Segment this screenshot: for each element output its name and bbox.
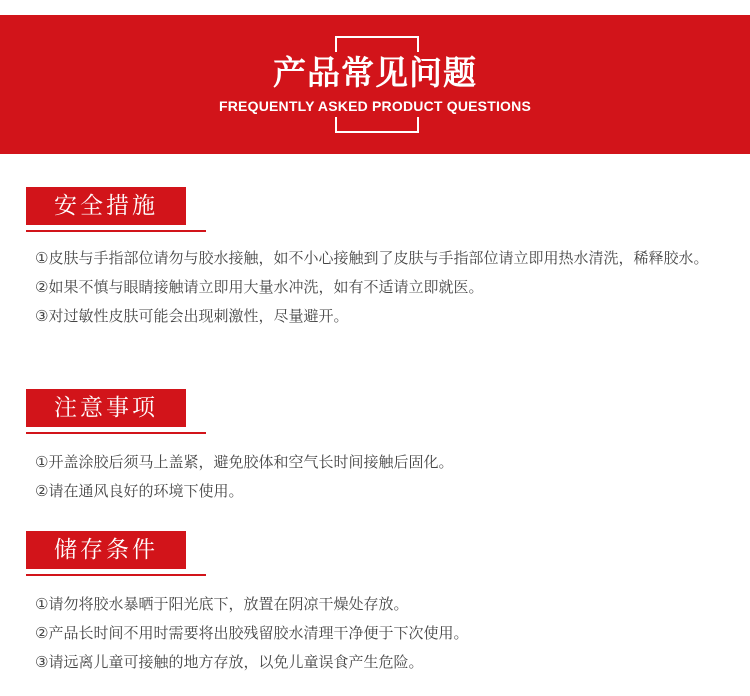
section-underline [26, 574, 206, 576]
section-safety [0, 187, 750, 325]
section-underline [26, 432, 206, 434]
header-banner [0, 15, 750, 154]
list-item: ②如果不慎与眼睛接触请立即用大量水冲洗，如有不适请立即就医。 [35, 278, 484, 296]
list-item: ①开盖涂胶后须马上盖紧，避免胶体和空气长时间接触后固化。 [35, 453, 454, 471]
list-item: ③请远离儿童可接触的地方存放，以免儿童误食产生危险。 [35, 653, 424, 671]
section-header [0, 187, 750, 231]
bracket-top-decoration [335, 36, 419, 52]
list-item: ①皮肤与手指部位请勿与胶水接触，如不小心接触到了皮肤与手指部位请立即用热水清洗，稀释胶水。 [35, 249, 709, 267]
list-item: ②产品长时间不用时需要将出胶残留胶水清理干净便于下次使用。 [35, 624, 469, 642]
section-list [35, 590, 715, 677]
section-notes [0, 389, 750, 500]
section-underline [26, 230, 206, 232]
section-list [35, 244, 715, 331]
section-storage [0, 531, 750, 671]
section-title: 储存条件 [26, 531, 186, 569]
page-subtitle: FREQUENTLY ASKED PRODUCT QUESTIONS [219, 98, 531, 114]
section-header [0, 531, 750, 575]
bracket-bottom-decoration [335, 117, 419, 133]
section-title: 安全措施 [26, 187, 186, 225]
section-header [0, 389, 750, 433]
section-list [35, 448, 715, 506]
section-title: 注意事项 [26, 389, 186, 427]
page-title: 产品常见问题 [273, 53, 477, 92]
list-item: ①请勿将胶水暴晒于阳光底下，放置在阴凉干燥处存放。 [35, 595, 409, 613]
list-item: ③对过敏性皮肤可能会出现刺激性，尽量避开。 [35, 307, 349, 325]
list-item: ②请在通风良好的环境下使用。 [35, 482, 244, 500]
